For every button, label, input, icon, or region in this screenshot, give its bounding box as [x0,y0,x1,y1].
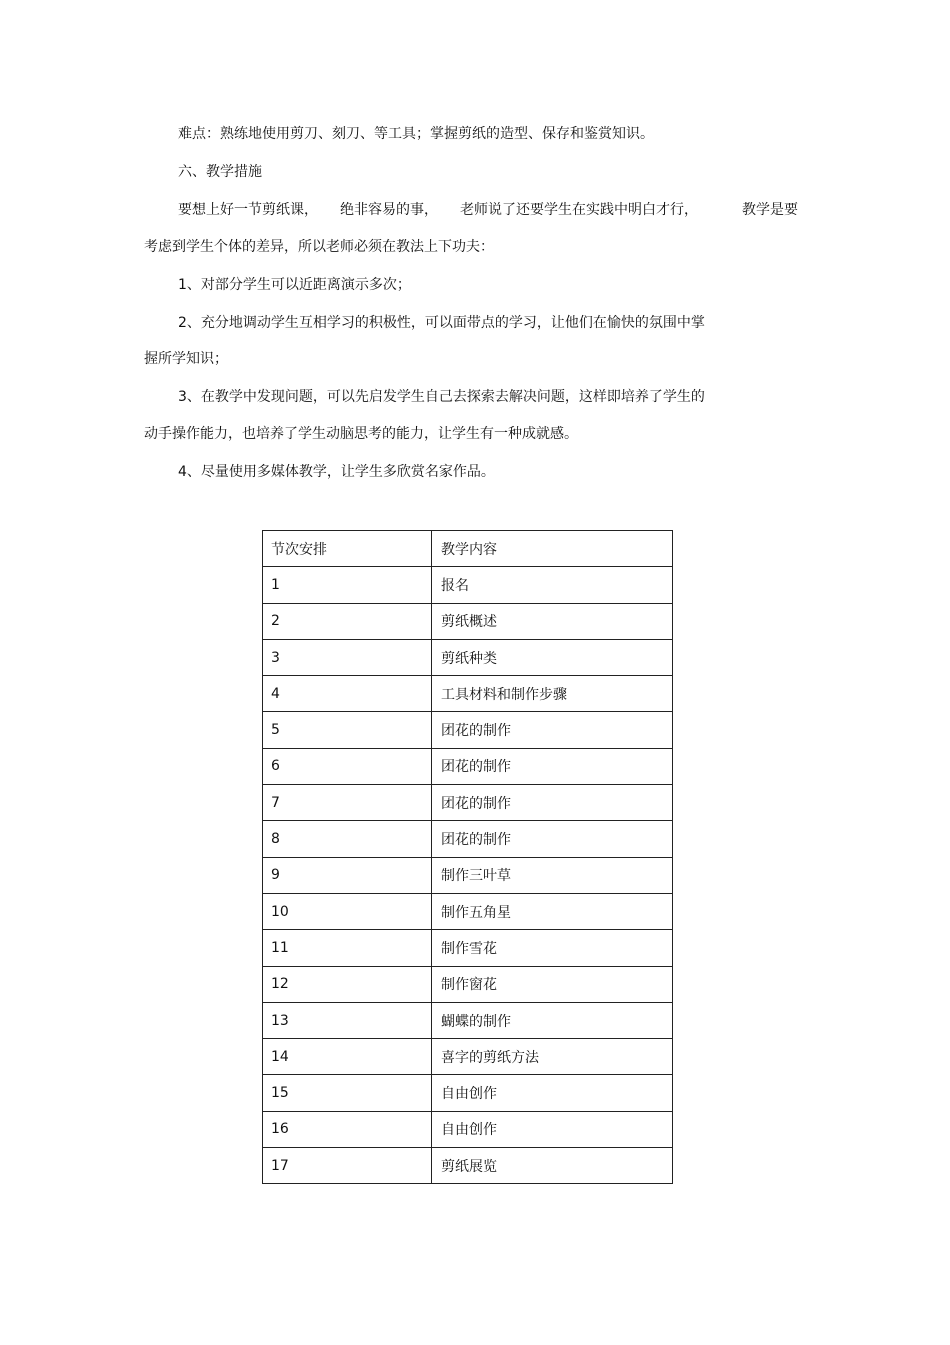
lesson-number-cell: 9 [263,857,432,893]
lesson-schedule-table [262,530,673,1184]
lesson-content-cell: 制作三叶草 [432,857,673,893]
section-heading: 六、教学措施 [178,164,262,180]
measure-item-2-line1: 2、充分地调动学生互相学习的积极性，可以面带点的学习，让他们在愉快的氛围中掌 [178,315,705,331]
lesson-content-cell: 蝴蝶的制作 [432,1002,673,1038]
table-row [263,966,673,1002]
lesson-number-cell: 7 [263,785,432,821]
intro-paragraph-line1 [178,201,798,219]
table-row [263,785,673,821]
intro-part3: 老师说了还要学生在实践中明白才行， [460,202,698,218]
table-row [263,676,673,712]
lesson-content-cell: 剪纸展览 [432,1148,673,1184]
intro-part4: 教学是要 [742,202,798,218]
lesson-content-cell: 制作雪花 [432,930,673,966]
table-row [263,712,673,748]
table-row [263,930,673,966]
measure-item-4: 4、尽量使用多媒体教学，让学生多欣赏名家作品。 [178,464,495,480]
lesson-content-cell: 制作窗花 [432,966,673,1002]
lesson-content-cell: 剪纸概述 [432,603,673,639]
lesson-number-cell: 12 [263,966,432,1002]
lesson-content-cell: 团花的制作 [432,821,673,857]
table-row [263,1002,673,1038]
table-row [263,603,673,639]
lesson-content-cell: 报名 [432,567,673,603]
lesson-content-cell: 团花的制作 [432,712,673,748]
lesson-number-cell: 15 [263,1075,432,1111]
table-row [263,821,673,857]
header-lesson-number: 节次安排 [263,531,432,567]
measure-item-3-line2: 动手操作能力，也培养了学生动脑思考的能力，让学生有一种成就感。 [144,426,578,442]
intro-paragraph-line2: 考虑到学生个体的差异，所以老师必须在教法上下功夫： [144,239,494,255]
measure-item-2-line2: 握所学知识； [144,351,228,367]
lesson-content-cell: 喜字的剪纸方法 [432,1039,673,1075]
table-row [263,567,673,603]
lesson-number-cell: 1 [263,567,432,603]
table-row [263,748,673,784]
table-row [263,893,673,929]
table-row [263,1039,673,1075]
measure-item-1: 1、对部分学生可以近距离演示多次； [178,277,411,293]
lesson-number-cell: 8 [263,821,432,857]
lesson-number-cell: 13 [263,1002,432,1038]
difficulty-paragraph: 难点：熟练地使用剪刀、刻刀、等工具；掌握剪纸的造型、保存和鉴赏知识。 [178,126,654,142]
lesson-content-cell: 自由创作 [432,1111,673,1147]
lesson-content-cell: 剪纸种类 [432,639,673,675]
lesson-number-cell: 14 [263,1039,432,1075]
lesson-number-cell: 17 [263,1148,432,1184]
measure-item-3-line1: 3、在教学中发现问题，可以先启发学生自己去探索去解决问题，这样即培养了学生的 [178,389,705,405]
lesson-content-cell: 团花的制作 [432,785,673,821]
table-row [263,1111,673,1147]
lesson-number-cell: 4 [263,676,432,712]
header-lesson-content: 教学内容 [432,531,673,567]
lesson-content-cell: 制作五角星 [432,893,673,929]
lesson-number-cell: 6 [263,748,432,784]
lesson-number-cell: 2 [263,603,432,639]
lesson-number-cell: 5 [263,712,432,748]
table-row [263,1148,673,1184]
lesson-number-cell: 10 [263,893,432,929]
table-row [263,1075,673,1111]
lesson-number-cell: 11 [263,930,432,966]
lesson-content-cell: 工具材料和制作步骤 [432,676,673,712]
table-row [263,857,673,893]
lesson-content-cell: 自由创作 [432,1075,673,1111]
lesson-number-cell: 3 [263,639,432,675]
table-row [263,639,673,675]
table-header-row [263,531,673,567]
lesson-number-cell: 16 [263,1111,432,1147]
lesson-content-cell: 团花的制作 [432,748,673,784]
intro-part1: 要想上好一节剪纸课， [178,202,318,218]
intro-part2: 绝非容易的事， [340,202,438,218]
